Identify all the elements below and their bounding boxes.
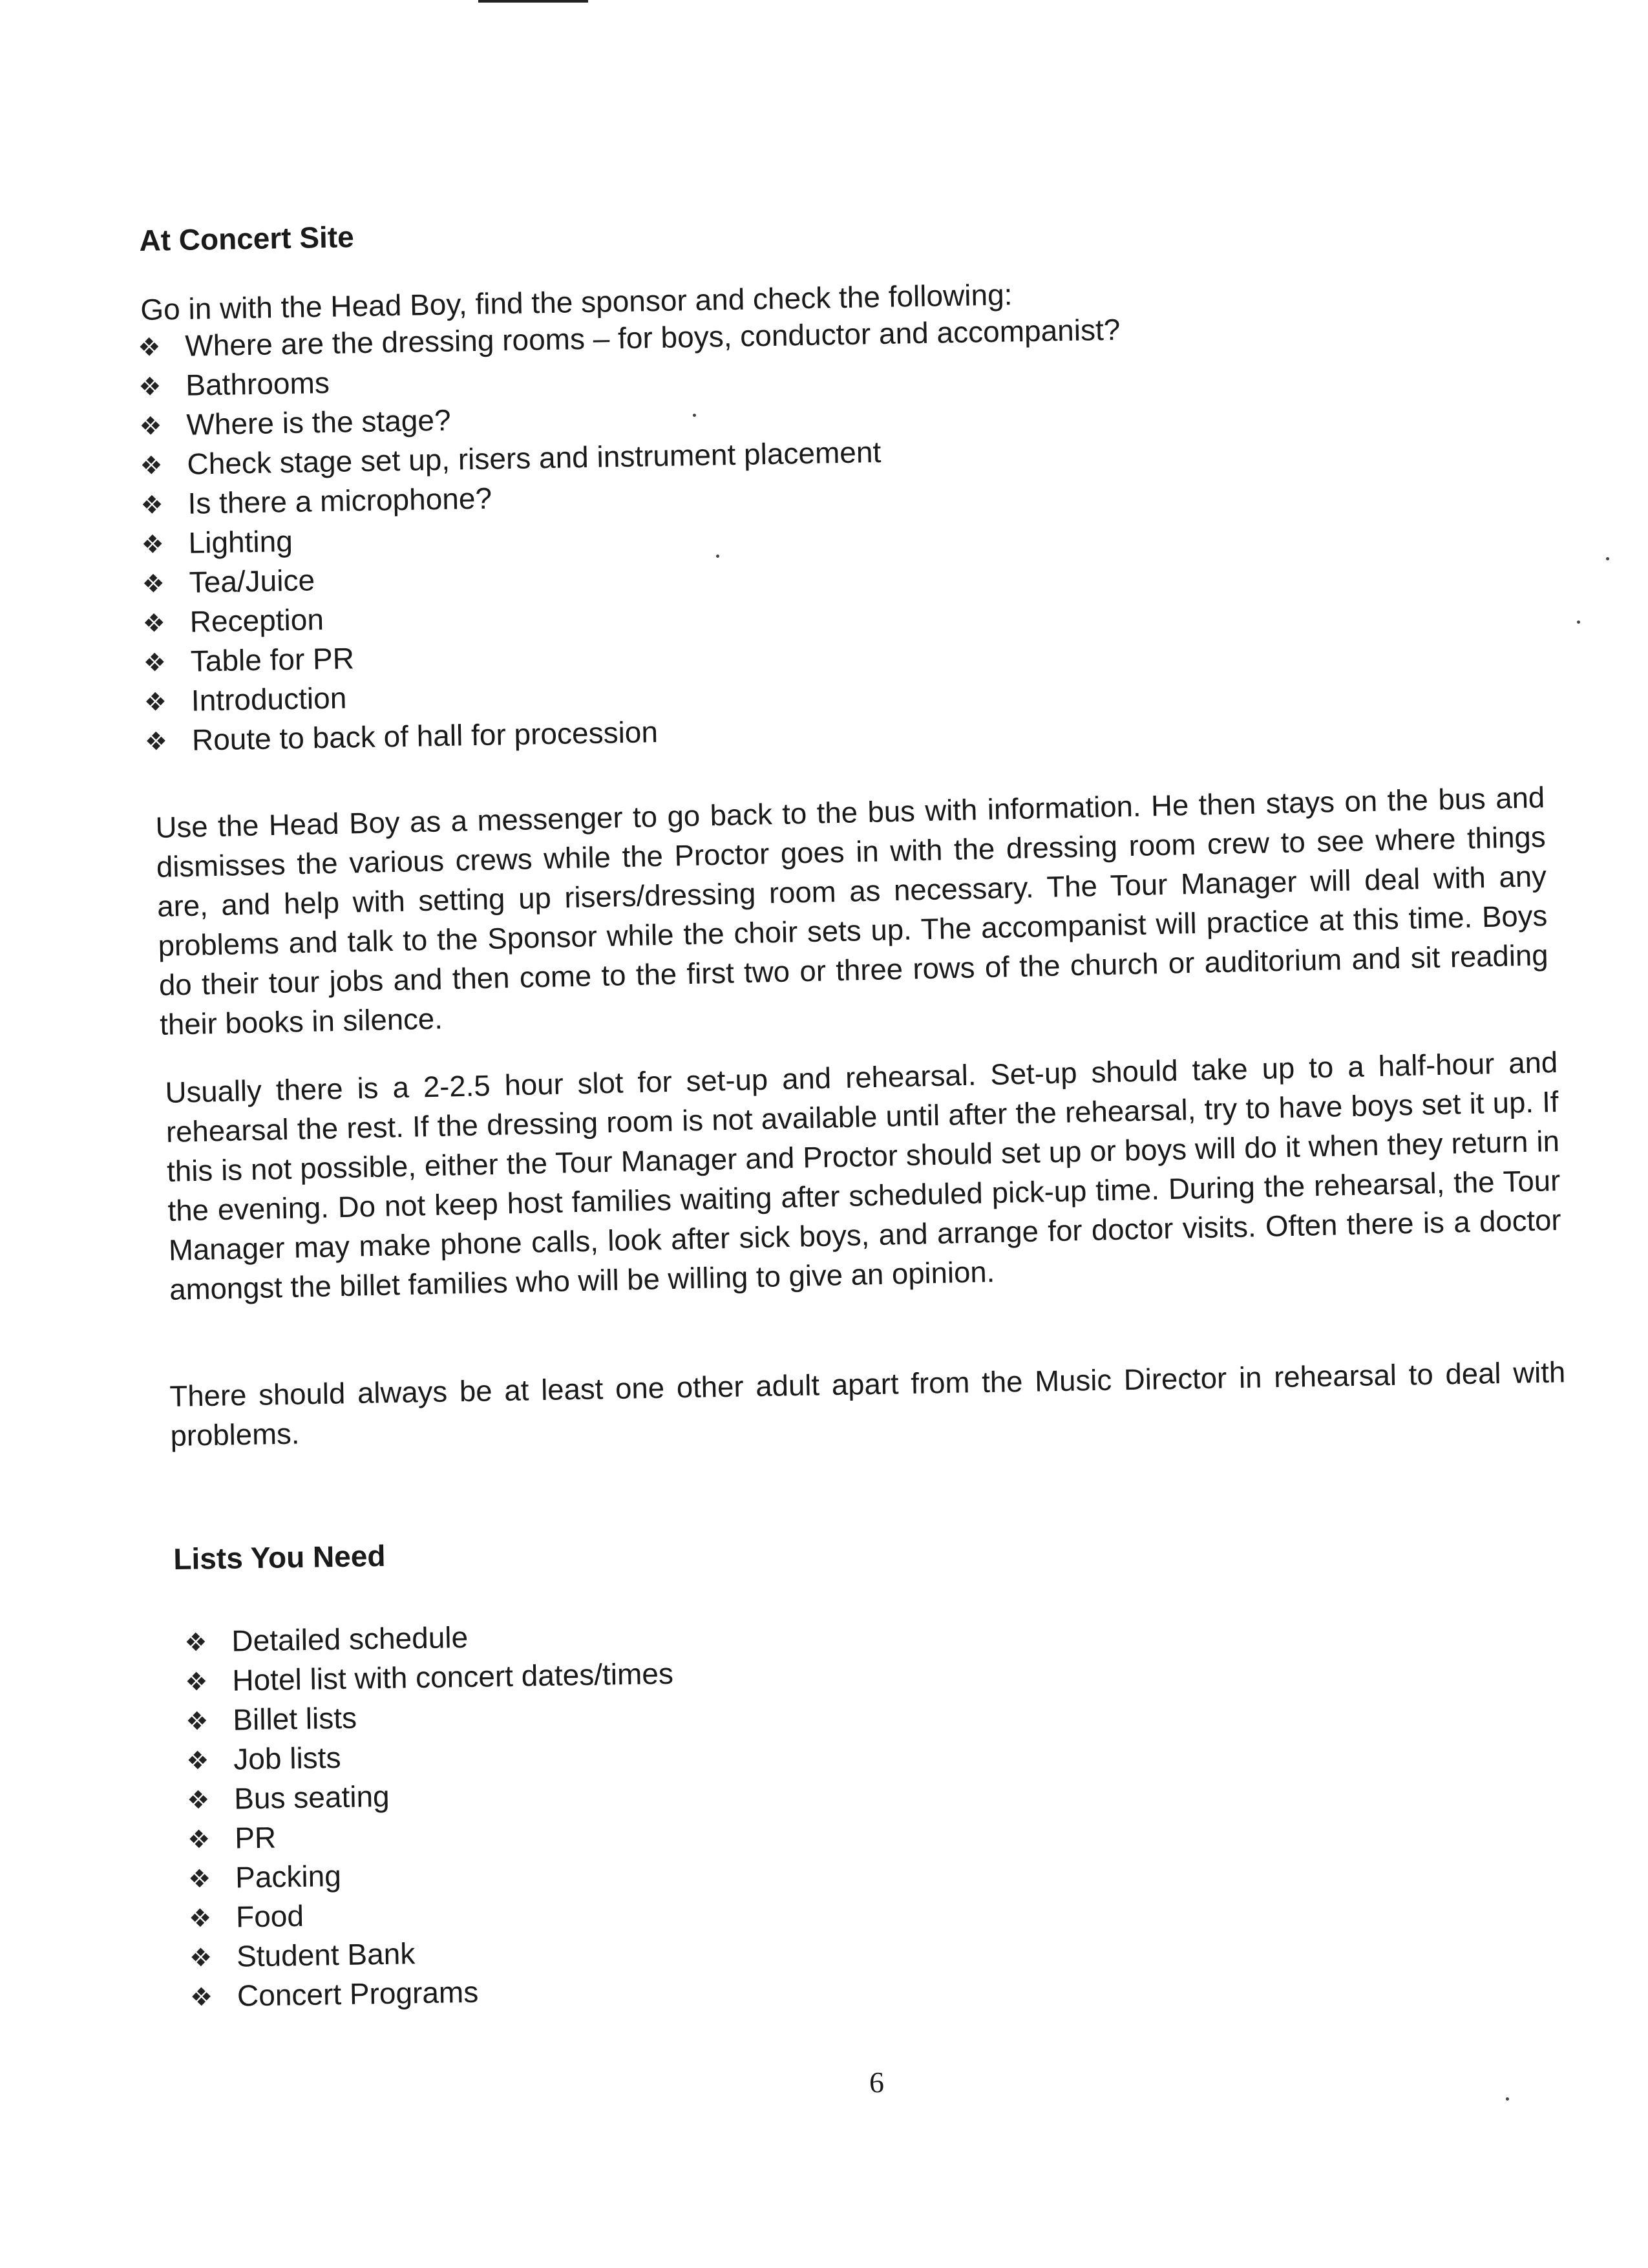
list-item: Route to back of hall for procession — [147, 705, 1127, 761]
diamond-bullet-icon — [189, 1712, 206, 1729]
list-item: Lighting — [144, 507, 1124, 564]
list-item: Reception — [145, 586, 1125, 642]
diamond-bullet-icon — [143, 456, 160, 473]
diamond-bullet-icon — [147, 693, 164, 710]
top-rule — [478, 0, 588, 3]
list-item: Food — [192, 1891, 677, 1938]
lists-section — [173, 1534, 679, 2017]
scan-speck — [1577, 620, 1580, 624]
concert-site-heading: At Concert Site — [139, 220, 355, 257]
diamond-bullet-icon — [145, 575, 162, 591]
list-item: Hotel list with concert dates/times — [188, 1654, 673, 1701]
list-item: Job lists — [189, 1733, 675, 1780]
diamond-bullet-icon — [187, 1633, 204, 1650]
paragraph-rehearsal: Usually there is a 2-2.5 hour slot for set-up and rehearsal. Set-up should take up to a half-hour and rehearsal the rest. If the dressing room is not available until after the rehearsal, try to have boys set it up. If this is not possible, either the Tour Manager and Proctor should set up or boys will do it when they return in the evening. Do not keep host families waiting after scheduled pick-up time. During the rehearsal, the Tour Manager may make phone calls, look after sick boys, and arrange for doctor visits. Often there is a doctor amongst the billet families who will be willing to give an opinion. — [165, 1045, 1562, 1306]
scan-speck — [716, 555, 719, 558]
diamond-bullet-icon — [142, 377, 158, 394]
diamond-bullet-icon — [191, 1870, 208, 1887]
diamond-bullet-icon — [189, 1752, 206, 1768]
list-item: Concert Programs — [193, 1969, 679, 2017]
list-item: Tea/Juice — [145, 547, 1125, 603]
list-item: Introduction — [147, 665, 1126, 721]
list-item: Where is the stage? — [142, 389, 1122, 445]
list-item: Is there a microphone? — [143, 468, 1123, 524]
diamond-bullet-icon — [192, 1909, 209, 1926]
paragraph-head-boy: Use the Head Boy as a messenger to go back to the bus with information. He then stays on the bus and dismisses the various crews while the Proctor goes in with the dressing room crew to see where things are, and help with setting up risers/dressing room as necessary. The Tour Manager will deal with any problems and talk to the Sponsor while the choir sets up. The accompanist will practice at this time. Boys do their tour jobs and then come to the first two or three rows of the church or auditorium and sit reading their books in silence. — [155, 781, 1549, 1041]
page-number: 6 — [869, 2066, 884, 2099]
diamond-bullet-icon — [141, 338, 158, 355]
list-item: Detailed schedule — [187, 1615, 673, 1662]
concert-site-intro: Go in with the Head Boy, find the sponsor and check the following: — [140, 277, 1013, 327]
diamond-bullet-icon — [142, 417, 159, 434]
list-item: Billet lists — [189, 1693, 674, 1741]
diamond-bullet-icon — [144, 535, 161, 552]
scan-speck — [1606, 557, 1609, 560]
diamond-bullet-icon — [148, 732, 165, 749]
list-item: PR — [191, 1812, 676, 1859]
list-item: Table for PR — [146, 626, 1126, 682]
diamond-bullet-icon — [191, 1830, 207, 1847]
concert-site-section — [139, 206, 1127, 761]
scan-speck — [1506, 2097, 1509, 2101]
diamond-bullet-icon — [193, 1949, 209, 1966]
diamond-bullet-icon — [147, 653, 164, 670]
list-item: Bus seating — [190, 1772, 675, 1819]
diamond-bullet-icon — [190, 1791, 207, 1808]
list-item: Check stage set up, risers and instrument placement — [143, 429, 1123, 485]
diamond-bullet-icon — [188, 1673, 205, 1690]
lists-checklist — [187, 1615, 679, 2017]
list-item: Student Bank — [193, 1930, 678, 1977]
list-item: Where are the dressing rooms – for boys, conductor and accompanist? — [141, 310, 1121, 366]
diamond-bullet-icon — [146, 614, 163, 631]
diamond-bullet-icon — [193, 1988, 210, 2005]
list-item: Packing — [191, 1851, 677, 1898]
diamond-bullet-icon — [143, 496, 160, 513]
paragraph-adult: There should always be at least one other adult apart from the Music Director in rehearsal to deal with problems. — [169, 1355, 1566, 1452]
list-item: Bathrooms — [142, 350, 1121, 406]
scan-speck — [693, 414, 696, 417]
concert-site-checklist — [141, 310, 1128, 761]
lists-heading: Lists You Need — [173, 1538, 386, 1576]
